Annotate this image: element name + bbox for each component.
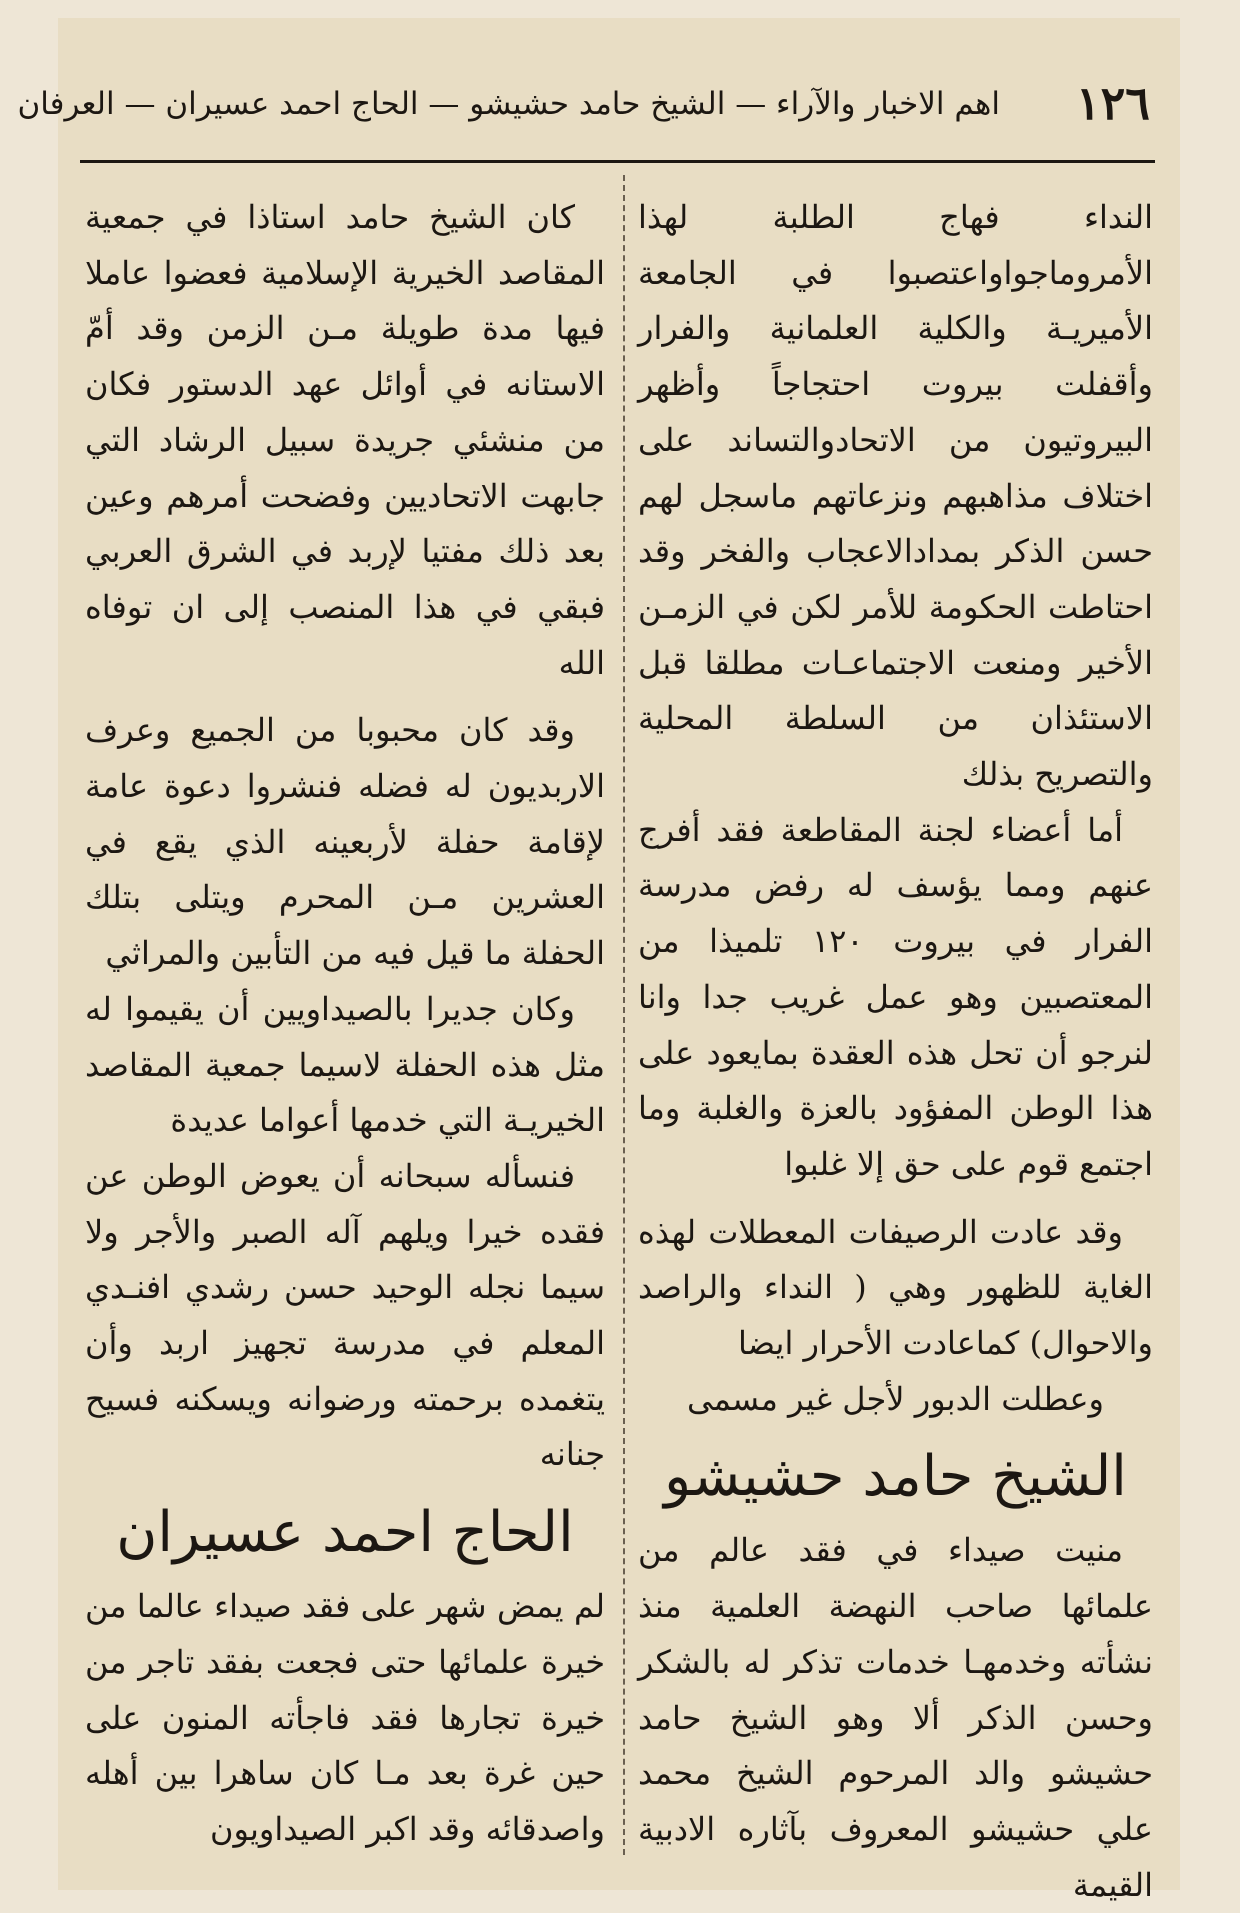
right-paragraph-2: أما أعضاء لجنة المقاطعة فقد أفرج عنهم ومما يؤسف له رفض مدرسة الفرار في بيروت ١٢٠ تلميذا من المعتصبين وهو عمل غريب جدا وانا لنرجو أن تحل هذه العقدة بمايعود على هذا الوطن المفؤود بالعزة والغلبة وما اجتمع قوم على حق إلا غلبوا xyxy=(638,810,1154,1183)
running-head: اهم الاخبار والآراء — الشيخ حامد حشيشو — الحاج احمد عسيران — العرفان xyxy=(17,86,1000,122)
left-paragraph-3: وكان جديرا بالصيداويين أن يقيموا له مثل هذه الحفلة لاسيما جمعية المقاصد الخيريـة التي خدمها أعواما عديدة xyxy=(85,989,605,1140)
page-number: ١٢٦ xyxy=(1075,76,1150,130)
page-header xyxy=(17,72,1150,142)
left-paragraph-1: كان الشيخ حامد استاذا في جمعية المقاصد الخيرية الإسلامية فعضوا عاملا فيها مدة طويلة مـن الزمن وقد أمّ الاستانه في أوائل عهد الدستور فكان من منشئي جريدة سبيل الرشاد التي جابهت الاتحاديين وفضحت أمرهم وعين بعد ذلك مفتيا لإربد في الشرق العربي فبقي في هذا المنصب إلى ان توفاه الله xyxy=(85,198,605,682)
obituary-heading-ahmad-osseiran: الحاج احمد عسيران xyxy=(116,1500,574,1566)
column-divider xyxy=(623,175,625,1855)
right-paragraph-4: وعطلت الدبور لأجل غير مسمى xyxy=(687,1379,1104,1418)
header-rule xyxy=(80,160,1155,163)
right-paragraph-1: النداء فهاج الطلبة لهذا الأمروماجواواعتصبوا في الجامعة الأميريـة والكلية العلمانية والفرار وأقفلت بيروت احتجاجاً وأظهر البيروتيون من الاتحادوالتساند على اختلاف مذاهبهم ونزعاتهم ماسجل لهم حسن الذكر بمدادالاعجاب والفخر وقد احتاطت الحكومة للأمر لكن في الزمـن الأخير ومنعت الاجتماعـات مطلقا قبل الاستئذان من السلطة المحلية والتصريح بذلك xyxy=(638,198,1153,794)
obituary-heading-hamed-hashishou: الشيخ حامد حشيشو xyxy=(664,1444,1127,1510)
right-paragraph-5: منيت صيداء في فقد عالم من علمائها صاحب النهضة العلمية منذ نشأته وخدمهـا خدمات تذكر له بالشكر وحسن الذكر ألا وهو الشيخ حامد حشيشو والد المرحوم الشيخ محمد علي حشيشو المعروف بآثاره الادبية القيمة xyxy=(638,1531,1153,1904)
left-paragraph-2: وقد كان محبوبا من الجميع وعرف الاربديون له فضله فنشروا دعوة عامة لإقامة حفلة لأربعينه الذي يقع في العشرين مـن المحرم ويتلى بتلك الحفلة ما قيل فيه من التأبين والمراثي xyxy=(85,711,605,973)
left-paragraph-4: فنسأله سبحانه أن يعوض الوطن عن فقده خيرا ويلهم آله الصبر والأجر ولا سيما نجله الوحيد حسن رشدي افنـدي المعلم في مدرسة تجهيز اربد وأن يتغمده برحمته ورضوانه ويسكنه فسيح جنانه xyxy=(85,1156,605,1474)
right-column xyxy=(638,190,1153,1913)
left-paragraph-5: لم يمض شهر على فقد صيداء عالما من خيرة علمائها حتى فجعت بفقد تاجر من خيرة تجارها فقد فاجأته المنون على حين غرة بعد مـا كان ساهرا بين أهله واصدقائه وقد اكبر الصيداويون xyxy=(85,1587,605,1848)
left-column xyxy=(85,190,605,1858)
right-paragraph-3: وقد عادت الرصيفات المعطلات لهذه الغاية للظهور وهي ( النداء والراصد والاحوال) كماعادت الأحرار ايضا xyxy=(638,1212,1153,1363)
